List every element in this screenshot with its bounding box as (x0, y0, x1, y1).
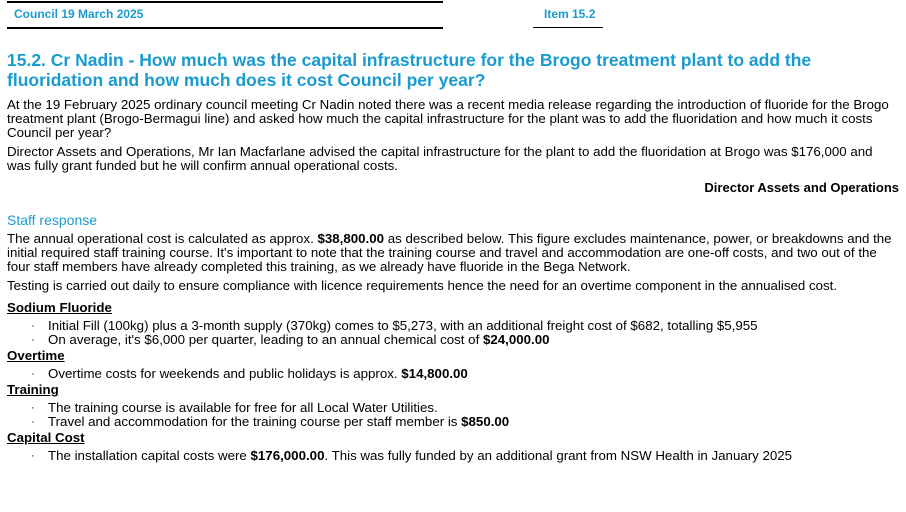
header-rule-bottom (7, 27, 443, 29)
capital-cost-heading: Capital Cost (7, 430, 85, 446)
list-item (7, 367, 899, 381)
training-heading: Training (7, 382, 59, 398)
list-item-text: Travel and accommodation for the training course per staff member is (48, 414, 462, 430)
op-cost-text-post: as described below. This figure excludes maintenance, power, or breakdowns and the initial required staff training course. It's important to note that the training course and travel and accommodation are one-off costs, and two out of the four staff members have already completed this training, as we already have fluoride in the Bega Network. (7, 230, 892, 274)
bullet-glyph: · (31, 416, 35, 429)
director-advice-paragraph: Director Assets and Operations, Mr Ian Macfarlane advised the capital infrastructure for the plant to add the fluoridation at Brogo was $176,000 and was fully grant funded but he will confirm annual operational costs. (7, 144, 873, 174)
question-paragraph: At the 19 February 2025 ordinary council meeting Cr Nadin noted there was a recent media release regarding the introduction of fluoride for the Brogo treatment plant (Brogo-Bermagui line) and asked how much the capital infrastructure for the plant was to add the fluoridation and how much it costs Council per year? (7, 97, 889, 140)
item-title: 15.2. Cr Nadin - How much was the capital infrastructure for the Brogo treatment plant to add the fluoridation and how much does it cost Council per year? (7, 50, 812, 90)
header-rule-top (7, 1, 443, 3)
list-item-text: The installation capital costs were (48, 448, 251, 464)
bullet-glyph: · (31, 334, 35, 347)
annual-chemical-cost: $24,000.00 (482, 332, 550, 348)
list-item-text: The training course is available for free for all Local Water Utilities. (48, 400, 438, 416)
list-item (7, 333, 899, 347)
document-body (7, 50, 899, 463)
item-number-underline (533, 27, 603, 28)
testing-paragraph: Testing is carried out daily to ensure compliance with licence requirements hence the need for an overtime component in the annualised cost. (7, 278, 838, 294)
signoff-director: Director Assets and Operations (704, 179, 899, 195)
operational-cost-paragraph (7, 232, 899, 273)
overtime-list (7, 367, 899, 381)
list-item (7, 449, 899, 463)
list-item (7, 401, 899, 415)
bullet-glyph: · (31, 320, 35, 333)
sodium-fluoride-list (7, 319, 899, 347)
meeting-date-label: Council 19 March 2025 (14, 7, 144, 21)
list-item (7, 319, 899, 333)
capital-cost-amount: $176,000.00 (250, 448, 325, 464)
travel-cost: $850.00 (461, 414, 510, 430)
bullet-glyph: · (31, 450, 35, 463)
list-item-text: On average, it's $6,000 per quarter, leading to an annual chemical cost of (48, 332, 483, 348)
overtime-cost: $14,800.00 (401, 366, 468, 382)
op-cost-amount: $38,800.00 (317, 230, 385, 246)
item-number-label: Item 15.2 (544, 7, 596, 21)
op-cost-text-pre: The annual operational cost is calculated as approx. (7, 230, 318, 246)
training-list (7, 401, 899, 429)
list-item-text: Initial Fill (100kg) plus a 3-month supply (370kg) comes to $5,273, with an additional freight cost of $682, totalling $5,955 (48, 318, 758, 334)
list-item (7, 415, 899, 429)
list-item-text: Overtime costs for weekends and public holidays is approx. (48, 366, 402, 382)
overtime-heading: Overtime (7, 348, 65, 364)
sodium-fluoride-heading: Sodium Fluoride (7, 300, 112, 316)
list-item-text: . This was fully funded by an additional grant from NSW Health in January 2025 (324, 448, 793, 464)
bullet-glyph: · (31, 402, 35, 415)
staff-response-heading: Staff response (7, 211, 98, 228)
bullet-glyph: · (31, 368, 35, 381)
capital-cost-list (7, 449, 899, 463)
